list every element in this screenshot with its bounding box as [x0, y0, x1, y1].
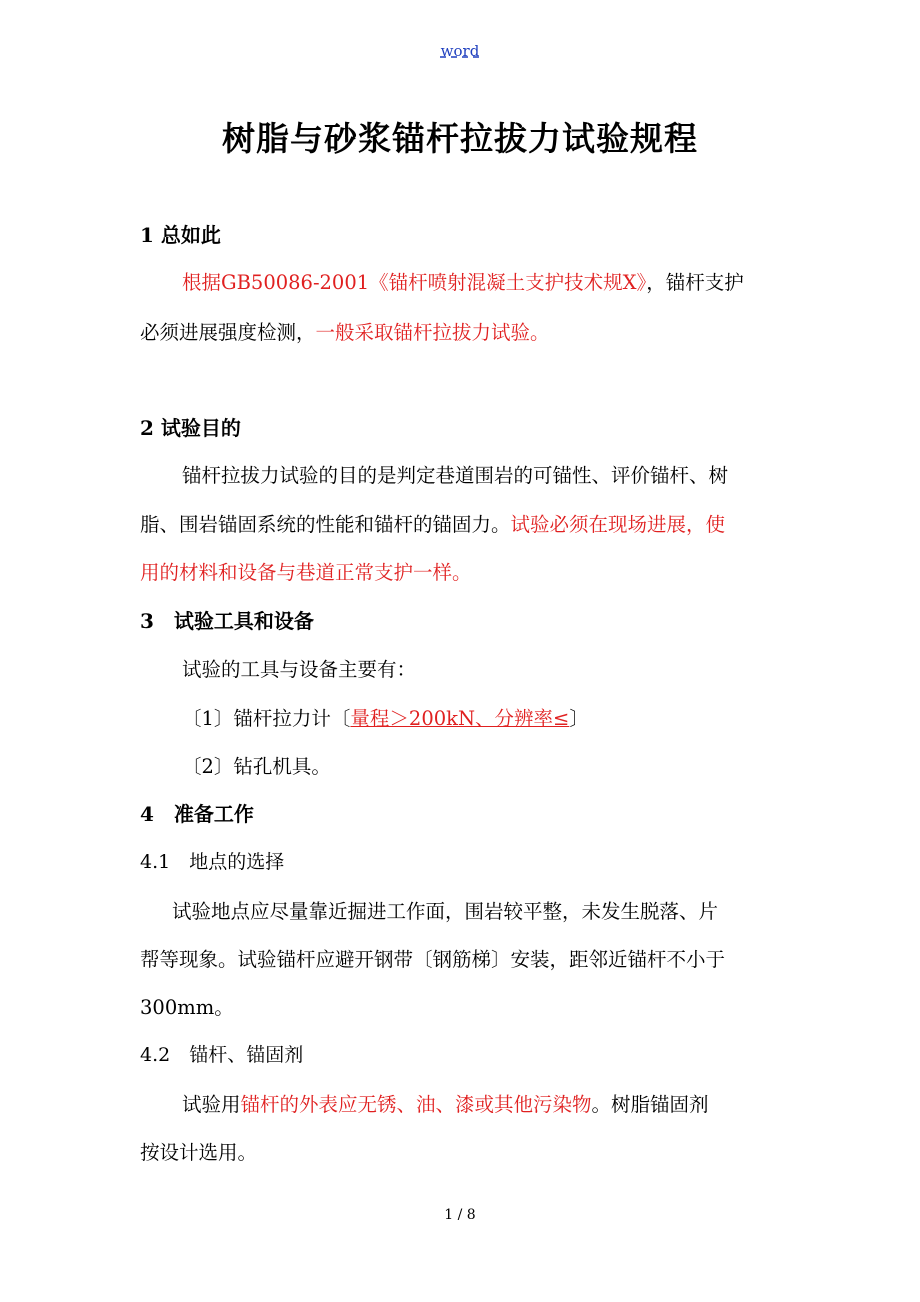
- text-span: ，锚杆支护: [646, 271, 744, 294]
- section-2-heading: 2 试验目的: [140, 416, 241, 440]
- text-span: 〔1〕锚杆拉力计〔: [182, 707, 351, 730]
- section-1-paragraph-line-1: [182, 267, 744, 295]
- text-span: 必须进展强度检测，: [140, 321, 316, 344]
- section-1-paragraph-line-2: [140, 317, 550, 345]
- subsection-4-1-line-2: 帮等现象。试验锚杆应避开钢带〔钢筋梯〕安装，距邻近锚杆不小于: [140, 948, 726, 971]
- section-3-intro: 试验的工具与设备主要有：: [182, 658, 417, 681]
- page-header: [0, 42, 920, 60]
- equipment-item-2: 〔2〕钻孔机具。: [182, 755, 331, 778]
- section-3-heading: 3 试验工具和设备: [140, 609, 314, 633]
- text-span: 。树脂锚固剂: [591, 1093, 709, 1116]
- section-1-heading: 1 总如此: [140, 223, 221, 247]
- subsection-4-1-heading: 4.1 地点的选择: [140, 851, 285, 873]
- highlight-span: 试验必须在现场进展，使: [510, 513, 726, 536]
- section-2-paragraph-line-1: 锚杆拉拔力试验的目的是判定巷道围岩的可锚性、评价锚杆、树: [182, 464, 729, 487]
- tension-meter-spec: 量程＞200kN、分辨率≤: [350, 707, 570, 730]
- section-2-paragraph-line-2: [140, 509, 725, 537]
- header-word-link[interactable]: word: [440, 42, 480, 60]
- subsection-4-1-line-1: 试验地点应尽量靠近掘进工作面，围岩较平整，未发生脱落、片: [172, 900, 719, 923]
- highlight-span: 一般采取锚杆拉拔力试验。: [315, 321, 550, 344]
- page-number: 1 / 8: [444, 1207, 476, 1223]
- document-title: 树脂与砂浆锚杆拉拔力试验规程: [222, 119, 698, 158]
- subsection-4-2-heading: 4.2 锚杆、锚固剂: [140, 1044, 304, 1066]
- highlight-span: 锚杆的外表应无锈、油、漆或其他污染物: [240, 1093, 592, 1116]
- standard-citation: 根据GB50086-2001《锚杆喷射混凝土支护技术规X》: [182, 271, 647, 294]
- subsection-4-1-line-3: 300mm。: [140, 996, 234, 1019]
- subsection-4-2-line-1: [182, 1089, 709, 1117]
- text-span: 脂、围岩锚固系统的性能和锚杆的锚固力。: [140, 513, 511, 536]
- section-2-paragraph-line-3: 用的材料和设备与巷道正常支护一样。: [140, 561, 472, 584]
- text-span: 试验用: [182, 1093, 241, 1116]
- section-4-heading: 4 准备工作: [140, 802, 254, 826]
- subsection-4-2-line-2: 按设计选用。: [140, 1141, 258, 1164]
- equipment-item-1: [182, 703, 589, 731]
- text-span: 〕: [569, 707, 589, 730]
